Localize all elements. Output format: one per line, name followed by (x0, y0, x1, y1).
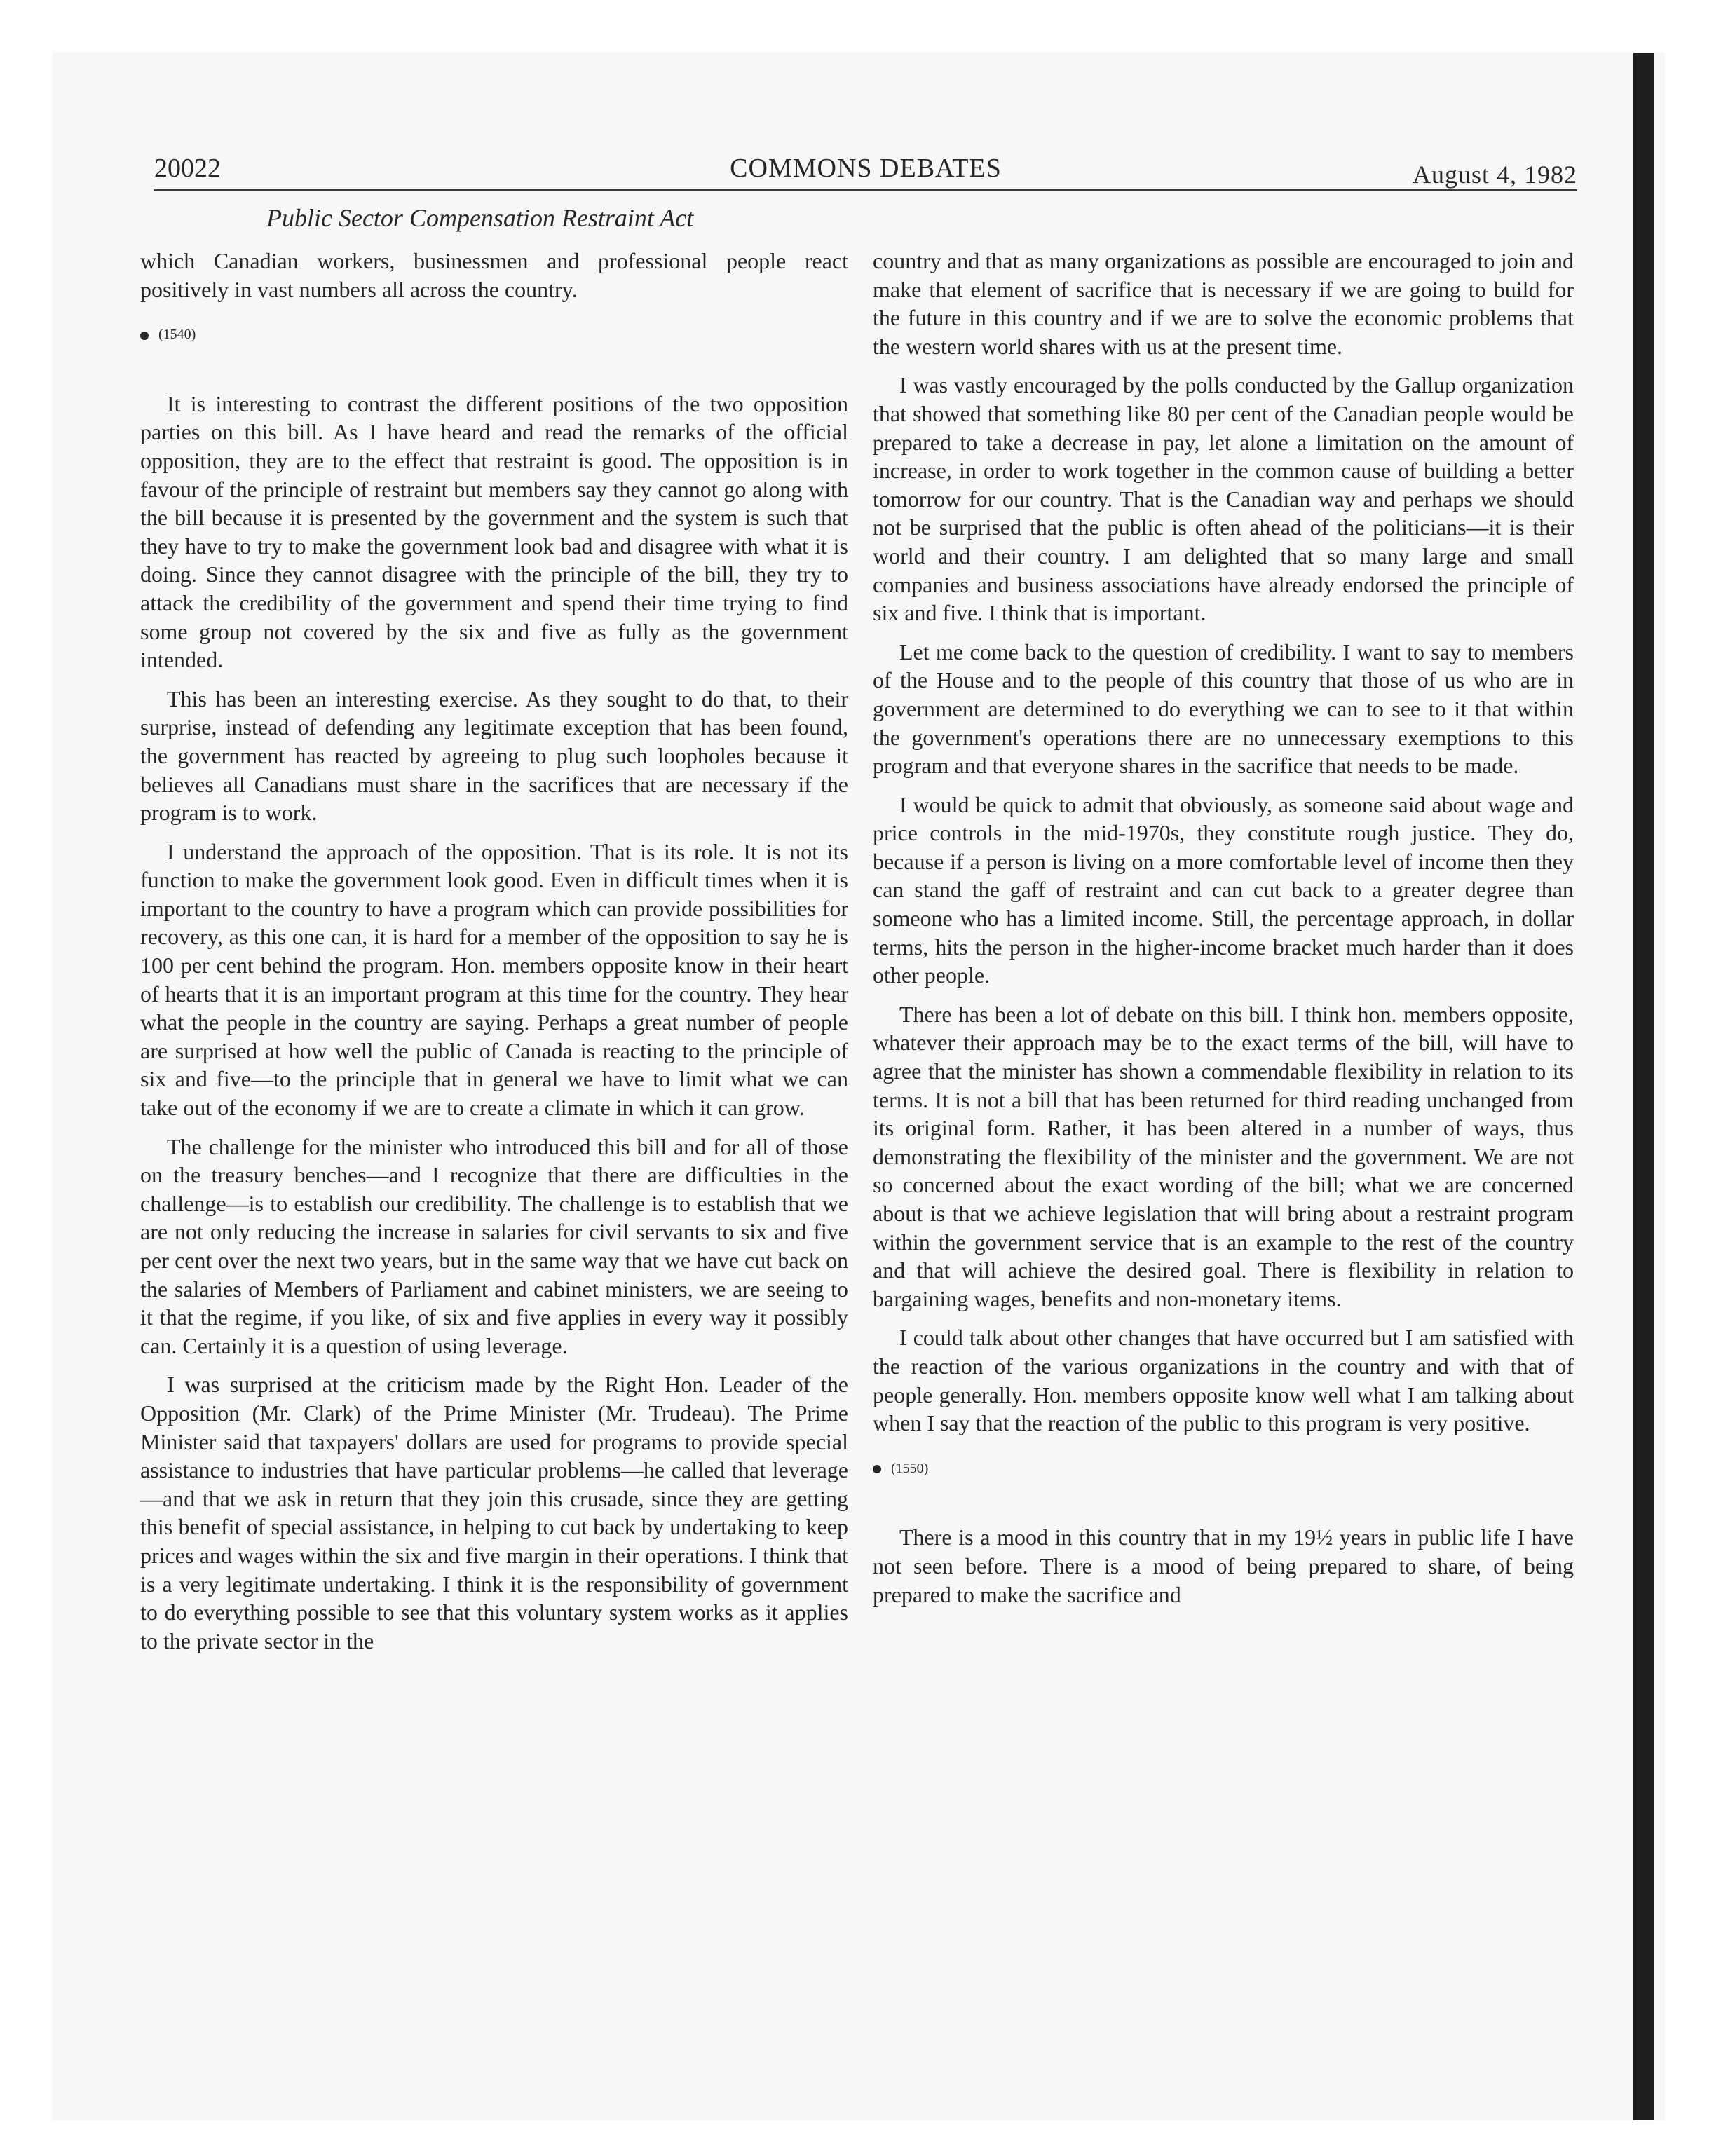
time-marker (140, 320, 848, 349)
paragraph: Let me come back to the question of credibility. I want to say to members of the House and to the people of this country that those of us who are in government are determined to do everything we can to see to it that within the government's operations there are no unnecessary exemptions to this program and that everyone shares in the sacrifice that needs to be made. (873, 639, 1574, 779)
time-marker-label: (1540) (158, 327, 196, 343)
paragraph: I understand the approach of the opposition. That is its role. It is not its function to make the government look good. Even in difficult times when it is important to the country to have a program which can provide possibilities for recovery, as this one can, it is hard for a member of the opposition to say he is 100 per cent behind the program. Hon. members opposite know in their heart of hearts that it is an important program at this time for the country. They hear what the people in the country are saying. Perhaps a great number of people are surprised at how well the public of Canada is reacting to the principle of six and five—to the principle that in general we have to limit what we can take out of the economy if we are to create a climate in which it can grow. (140, 838, 848, 1121)
left-column (140, 247, 848, 1665)
paragraph: I was vastly encouraged by the polls conducted by the Gallup organization that showed that something like 80 per cent of the Canadian people would be prepared to take a decrease in pay, let alone a limitation on the amount of increase, in order to work together in the common cause of building a better tomorrow for our country. That is the Canadian way and perhaps we should not be surprised that the public is often ahead of the politicians—it is their world and their country. I am delighted that so many large and small companies and business associations have already endorsed the principle of six and five. I think that is important. (873, 372, 1574, 626)
paragraph: This has been an interesting exercise. As they sought to do that, to their surprise, instead of defending any legitimate exception that has been found, the government has reacted by agreeing to plug such loopholes because it believes all Canadians must share in the sacrifices that are necessary if the program is to work. (140, 685, 848, 826)
page-number: 20022 (154, 153, 221, 183)
paragraph: I could talk about other changes that have occurred but I am satisfied with the reaction of the various organizations in the country and with that of people generally. Hon. members opposite know well what I am talking about when I say that the reaction of the public to this program is very positive. (873, 1325, 1574, 1436)
paragraph: which Canadian workers, businessmen and professional people react positively in vast numbers all across the country. (140, 248, 848, 302)
bullet-icon (140, 332, 149, 340)
time-marker (873, 1454, 1574, 1483)
bullet-icon (873, 1465, 881, 1473)
section-subtitle: Public Sector Compensation Restraint Act (266, 204, 694, 232)
journal-title: COMMONS DEBATES (730, 153, 1002, 183)
running-header (154, 153, 1577, 191)
paragraph: country and that as many organizations as possible are encouraged to join and make that element of sacrifice that is necessary if we are going to build for the future in this country and if we are to solve the economic problems that the western world shares with us at the present time. (873, 248, 1574, 359)
paragraph: It is interesting to contrast the different positions of the two opposition parties on this bill. As I have heard and read the remarks of the official opposition, they are to the effect that restraint is good. The opposition is in favour of the principle of restraint but members say they cannot go along with the bill because it is presented by the government and the system is such that they have to try to make the government look bad and disagree with what it is doing. Since they cannot disagree with the principle of the bill, they try to attack the credibility of the government and spend their time trying to find some group not covered by the six and five as fully as the government intended. (140, 390, 848, 673)
right-column (873, 247, 1574, 1619)
time-marker-label: (1550) (891, 1460, 929, 1476)
paragraph: I was surprised at the criticism made by the Right Hon. Leader of the Opposition (Mr. Clark) of the Prime Minister (Mr. Trudeau). The Prime Minister said that taxpayers' dollars are used for programs to provide special assistance to industries that have particular problems—he called that leverage—and that we ask in return that they join this crusade, since they are getting this benefit of special assistance, in helping to cut back by undertaking to keep prices and wages within the six and five margin in their operations. I think that is a very legitimate undertaking. I think it is the responsibility of government to do everything possible to see that this voluntary system works as it applies to the private sector in the (140, 1372, 848, 1653)
scan-edge-bar (1633, 53, 1654, 2120)
paragraph: There has been a lot of debate on this bill. I think hon. members opposite, whatever their approach may be to the exact terms of the bill, will have to agree that the minister has shown a commendable flexibility in relation to its terms. It is not a bill that has been returned for third reading unchanged from its original form. Rather, it has been altered in a number of ways, thus demonstrating the flexibility of the minister and the government. We are not so concerned about the exact wording of the bill; what we are concerned about is that we achieve legislation that will bring about a restraint program within the government service that is an example to the rest of the country and that will achieve the desired goal. There is flexibility in relation to bargaining wages, benefits and non-monetary items. (873, 1001, 1574, 1311)
issue-date: August 4, 1982 (1412, 161, 1577, 189)
paragraph: I would be quick to admit that obviously, as someone said about wage and price controls in the mid-1970s, they constitute rough justice. They do, because if a person is living on a more comfortable level of income then they can stand the gaff of restraint and can cut back to a greater degree than someone who has a limited income. Still, the percentage approach, in dollar terms, hits the person in the higher-income bracket much harder than it does other people. (873, 791, 1574, 988)
paragraph: There is a mood in this country that in my 19½ years in public life I have not seen before. There is a mood of being prepared to share, of being prepared to make the sacrifice and (873, 1524, 1574, 1607)
paragraph: The challenge for the minister who introduced this bill and for all of those on the treasury benches—and I recognize that there are difficulties in the challenge—is to establish our credibility. The challenge is to establish that we are not only reducing the increase in salaries for civil servants to six and five per cent over the next two years, but in the same way that we have cut back on the salaries of Members of Parliament and cabinet ministers, we are seeing to it that the regime, if you like, of six and five applies in every way it possibly can. Certainly it is a question of using leverage. (140, 1133, 848, 1358)
